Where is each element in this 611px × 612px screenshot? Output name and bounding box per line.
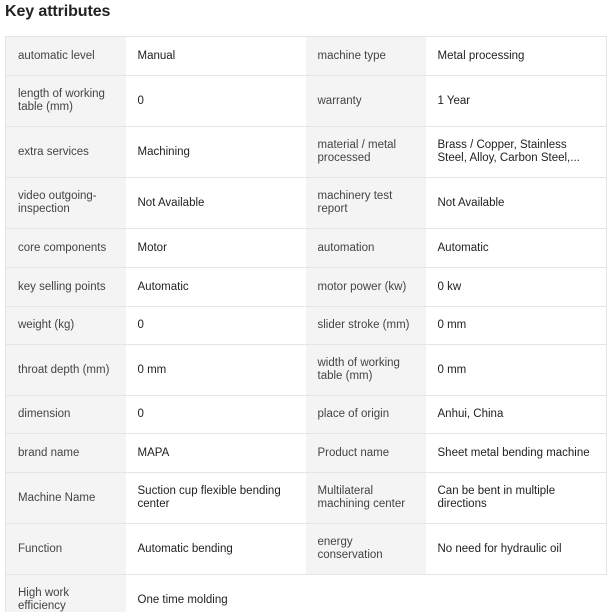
attribute-row — [6, 434, 607, 473]
attribute-value: MAPA — [126, 434, 306, 473]
attribute-value: Brass / Copper, Stainless Steel, Alloy, Carbon Steel,... — [426, 127, 607, 178]
attribute-label: warranty — [306, 76, 426, 127]
attribute-value: 0 mm — [426, 345, 607, 396]
attribute-row — [6, 396, 607, 434]
attribute-row — [6, 37, 607, 76]
attribute-value: 0 mm — [426, 307, 607, 345]
attribute-value: Automatic bending — [126, 524, 306, 575]
attribute-value: 1 Year — [426, 76, 607, 127]
attribute-label: length of working table (mm) — [6, 76, 126, 127]
attribute-label: brand name — [6, 434, 126, 473]
key-attributes-table — [5, 36, 607, 612]
attribute-label: High work efficiency — [6, 575, 126, 612]
attribute-label: Function — [6, 524, 126, 575]
attribute-label: energy conservation — [306, 524, 426, 575]
attribute-label: slider stroke (mm) — [306, 307, 426, 345]
attribute-value: Anhui, China — [426, 396, 607, 434]
attribute-value: Can be bent in multiple directions — [426, 473, 607, 524]
section-title: Key attributes — [5, 3, 111, 20]
attribute-value: 0 — [126, 307, 306, 345]
attribute-label: machinery test report — [306, 178, 426, 229]
attribute-value: Automatic — [426, 229, 607, 268]
attribute-label: video outgoing-inspection — [6, 178, 126, 229]
attribute-label: motor power (kw) — [306, 268, 426, 307]
attribute-label: Multilateral machining center — [306, 473, 426, 524]
attribute-label: place of origin — [306, 396, 426, 434]
attribute-value: Motor — [126, 229, 306, 268]
attribute-label: dimension — [6, 396, 126, 434]
attribute-row — [6, 229, 607, 268]
attribute-label: weight (kg) — [6, 307, 126, 345]
attribute-label: width of working table (mm) — [306, 345, 426, 396]
attribute-row — [6, 524, 607, 575]
attribute-value: 0 mm — [126, 345, 306, 396]
attribute-row — [6, 76, 607, 127]
attribute-row — [6, 268, 607, 307]
attribute-row — [6, 178, 607, 229]
attribute-row — [6, 127, 607, 178]
attribute-value: Metal processing — [426, 37, 607, 76]
attribute-value: Machining — [126, 127, 306, 178]
attribute-value: Sheet metal bending machine — [426, 434, 607, 473]
attribute-label: core components — [6, 229, 126, 268]
attribute-value: Not Available — [426, 178, 607, 229]
attribute-label: automatic level — [6, 37, 126, 76]
attribute-label: Machine Name — [6, 473, 126, 524]
attribute-value: Not Available — [126, 178, 306, 229]
attribute-label: Product name — [306, 434, 426, 473]
attribute-label: extra services — [6, 127, 126, 178]
attribute-value: Automatic — [126, 268, 306, 307]
attribute-row — [6, 345, 607, 396]
attribute-label: material / metal processed — [306, 127, 426, 178]
attribute-label: machine type — [306, 37, 426, 76]
attribute-row — [6, 307, 607, 345]
attribute-label: throat depth (mm) — [6, 345, 126, 396]
attribute-value: Suction cup flexible bending center — [126, 473, 306, 524]
attribute-label: automation — [306, 229, 426, 268]
attribute-value: 0 — [126, 76, 306, 127]
empty-cell — [306, 575, 607, 612]
attribute-row — [6, 473, 607, 524]
attribute-value: 0 — [126, 396, 306, 434]
attribute-value: One time molding — [126, 575, 306, 612]
attribute-row — [6, 575, 607, 612]
attributes-table-body — [6, 37, 607, 612]
attribute-value: 0 kw — [426, 268, 607, 307]
attribute-label: key selling points — [6, 268, 126, 307]
attribute-value: Manual — [126, 37, 306, 76]
attribute-value: No need for hydraulic oil — [426, 524, 607, 575]
